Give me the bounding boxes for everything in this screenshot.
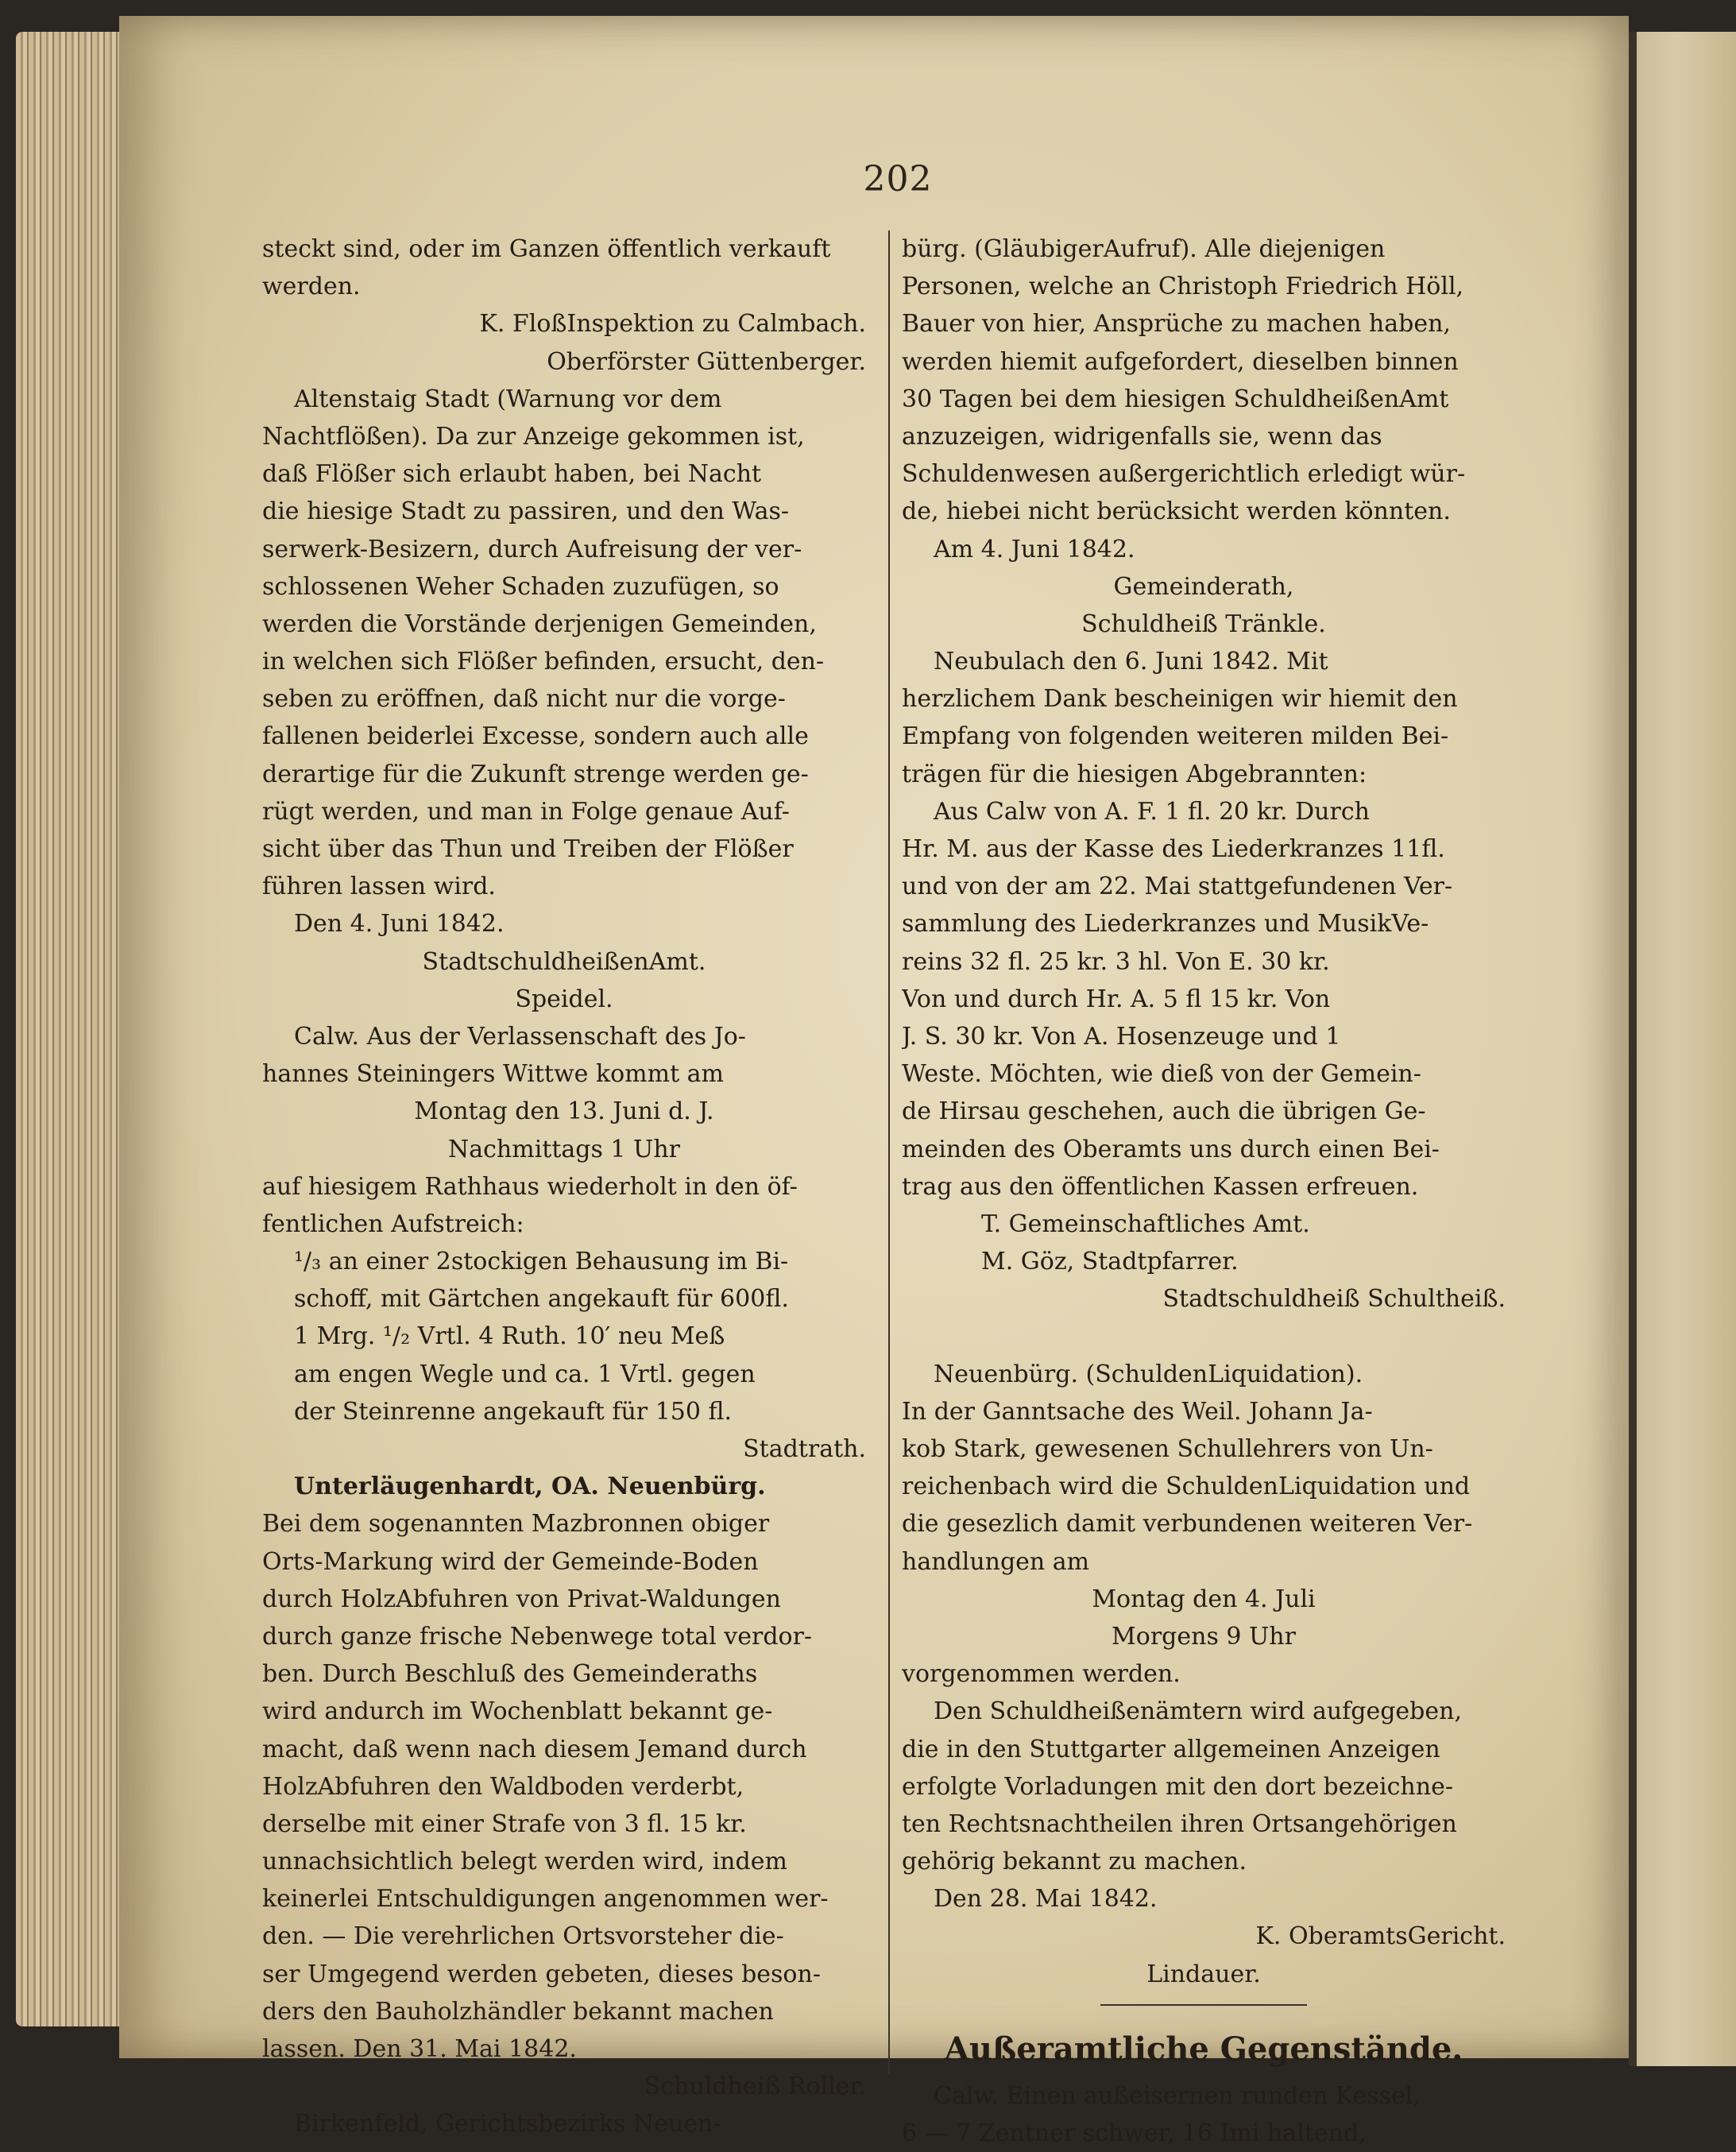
text-line: Neubulach den 6. Juni 1842. Mit xyxy=(934,648,1328,676)
text-line: gehörig bekannt zu machen. xyxy=(902,1848,1247,1876)
text-line: serwerk-Besizern, durch Aufreisung der ver- xyxy=(262,535,802,563)
text-line: Stadtschuldheiß Schultheiß. xyxy=(1162,1285,1506,1314)
text-line: Stadtrath. xyxy=(743,1435,866,1463)
text-line: Weste. Möchten, wie dieß von der Gemein- xyxy=(902,1060,1421,1089)
text-line: Den 4. Juni 1842. xyxy=(294,910,505,939)
text-line: Gemeinderath, xyxy=(1113,572,1294,601)
text-line: sammlung des Liederkranzes und MusikVe- xyxy=(902,910,1429,939)
text-line: auf hiesigem Rathhaus wiederholt in den öf- xyxy=(262,1172,798,1201)
text-line: Oberförster Güttenberger. xyxy=(547,347,866,376)
text-line: ¹/₃ an einer 2stockigen Behausung im Bi- xyxy=(294,1248,789,1276)
text-line: erfolgte Vorladungen mit den dort bezeichne- xyxy=(902,1772,1453,1801)
text-line: de Hirsau geschehen, auch die übrigen Ge- xyxy=(902,1097,1426,1126)
text-line: Am 4. Juni 1842. xyxy=(934,535,1135,563)
text-line: daß Flößer sich erlaubt haben, bei Nacht xyxy=(262,460,762,489)
text-line: Altenstaig Stadt (Warnung vor dem xyxy=(294,385,722,413)
text-line: Schuldheiß Roller. xyxy=(644,2073,866,2101)
text-line: fallenen beiderlei Excesse, sondern auch alle xyxy=(262,722,809,751)
text-line: Montag den 13. Juni d. J. xyxy=(414,1097,714,1126)
text-line: K. FloßInspektion zu Calmbach. xyxy=(479,310,866,339)
text-line: anzuzeigen, widrigenfalls sie, wenn das xyxy=(902,422,1382,451)
text-line: macht, daß wenn nach diesem Jemand durch xyxy=(262,1735,807,1763)
text-line: schoff, mit Gärtchen angekauft für 600fl. xyxy=(294,1285,789,1314)
text-line: meinden des Oberamts uns durch einen Bei- xyxy=(902,1135,1440,1163)
text-line: Nachmittags 1 Uhr xyxy=(447,1135,680,1163)
text-line: unnachsichtlich belegt werden wird, indem xyxy=(262,1848,787,1876)
left-column xyxy=(262,230,866,2143)
text-line: trag aus den öffentlichen Kassen erfreuen. xyxy=(902,1172,1419,1201)
text-line: Morgens 9 Uhr xyxy=(1112,1622,1296,1651)
text-line: bürg. (GläubigerAufruf). Alle diejenigen xyxy=(902,235,1386,263)
text-line: rügt werden, und man in Folge genaue Auf- xyxy=(262,797,790,826)
text-line: Birkenfeld, Gerichtsbezirks Neuen- xyxy=(294,2110,721,2138)
text-line: werden. xyxy=(262,273,361,301)
text-line xyxy=(902,1318,1506,1355)
text-line: 1 Mrg. ¹/₂ Vrtl. 4 Ruth. 10′ neu Meß xyxy=(294,1322,725,1351)
text-line: Montag den 4. Juli xyxy=(1092,1585,1316,1613)
right-column-body xyxy=(902,230,1506,1993)
text-line: Bauer von hier, Ansprüche zu machen haben, xyxy=(902,310,1451,339)
text-line: 30 Tagen bei dem hiesigen SchuldheißenAmt xyxy=(902,385,1449,413)
text-line: J. S. 30 kr. Von A. Hosenzeuge und 1 xyxy=(902,1022,1341,1051)
text-line: der Steinrenne angekauft für 150 fl. xyxy=(294,1397,733,1426)
text-line: steckt sind, oder im Ganzen öffentlich verkauft xyxy=(262,235,831,263)
text-line: Den Schuldheißenämtern wird aufgegeben, xyxy=(934,1697,1462,1726)
text-line: ben. Durch Beschluß des Gemeinderaths xyxy=(262,1660,758,1689)
text-line: Lindauer. xyxy=(1146,1960,1261,1988)
text-line: Bei dem sogenannten Mazbronnen obiger xyxy=(262,1510,770,1539)
text-line: führen lassen wird. xyxy=(262,873,496,901)
section-rule xyxy=(1100,2004,1307,2006)
text-line: den. — Die verehrlichen Ortsvorsteher die- xyxy=(262,1922,784,1951)
text-line: StadtschuldheißenAmt. xyxy=(422,947,706,976)
text-line: und von der am 22. Mai stattgefundenen Ver- xyxy=(902,873,1453,901)
text-line: Speidel. xyxy=(515,985,613,1013)
column-divider xyxy=(888,230,890,2074)
text-line: am engen Wegle und ca. 1 Vrtl. gegen xyxy=(294,1360,756,1388)
text-line: Schuldheiß Tränkle. xyxy=(1081,610,1326,638)
text-line: lassen. Den 31. Mai 1842. xyxy=(262,2035,577,2063)
text-line: die in den Stuttgarter allgemeinen Anzeigen xyxy=(902,1735,1440,1763)
text-line: Aus Calw von A. F. 1 fl. 20 kr. Durch xyxy=(934,797,1370,826)
text-line: werden die Vorstände derjenigen Gemeinden, xyxy=(262,610,817,638)
text-line: handlungen am xyxy=(902,1547,1090,1576)
text-line: reichenbach wird die SchuldenLiquidation und xyxy=(902,1473,1471,1501)
text-line: wird andurch im Wochenblatt bekannt ge- xyxy=(262,1697,773,1726)
text-line: seben zu eröffnen, daß nicht nur die vorge- xyxy=(262,685,786,714)
text-line: vorgenommen werden. xyxy=(902,1660,1181,1689)
text-line: Calw. Einen außeisernen runden Kessel, xyxy=(934,2081,1421,2110)
text-line: die hiesige Stadt zu passiren, und den Was- xyxy=(262,497,790,526)
right-column xyxy=(902,230,1506,2152)
text-line: T. Gemeinschaftliches Amt. xyxy=(981,1210,1310,1238)
text-line: kob Stark, gewesenen Schullehrers von Un- xyxy=(902,1435,1433,1463)
text-line: Nachtflößen). Da zur Anzeige gekommen ist, xyxy=(262,422,805,451)
facing-page-edge xyxy=(1629,32,1736,2066)
text-line: herzlichem Dank bescheinigen wir hiemit den xyxy=(902,685,1458,714)
text-line: reins 32 fl. 25 kr. 3 hl. Von E. 30 kr. xyxy=(902,947,1330,976)
text-line: Calw. Aus der Verlassenschaft des Jo- xyxy=(294,1022,746,1051)
text-line: Orts-Markung wird der Gemeinde-Boden xyxy=(262,1547,759,1576)
text-line: durch ganze frische Nebenwege total verdor- xyxy=(262,1622,813,1651)
text-line: Empfang von folgenden weiteren milden Bei- xyxy=(902,722,1449,751)
text-line: 6 — 7 Zentner schwer, 16 Imi haltend, xyxy=(902,2119,1367,2147)
text-line: Den 28. Mai 1842. xyxy=(934,1885,1158,1914)
text-line: HolzAbfuhren den Waldboden verderbt, xyxy=(262,1772,744,1801)
text-line: werden hiemit aufgefordert, dieselben binnen xyxy=(902,347,1459,376)
text-line: fentlichen Aufstreich: xyxy=(262,1210,524,1238)
text-line: Von und durch Hr. A. 5 fl 15 kr. Von xyxy=(902,985,1331,1013)
text-line: Hr. M. aus der Kasse des Liederkranzes 11fl. xyxy=(902,835,1445,863)
text-line: Schuldenwesen außergerichtlich erledigt wür- xyxy=(902,460,1466,489)
text-line: ser Umgegend werden gebeten, dieses beson- xyxy=(262,1960,821,1988)
text-line: ten Rechtsnachtheilen ihren Ortsangehörigen xyxy=(902,1809,1457,1838)
text-line: K. OberamtsGericht. xyxy=(1255,1922,1506,1951)
text-line: derartige für die Zukunft strenge werden ge- xyxy=(262,760,809,788)
text-line: hannes Steiningers Wittwe kommt am xyxy=(262,1060,725,1089)
text-line: In der Ganntsache des Weil. Johann Ja- xyxy=(902,1397,1373,1426)
text-line: de, hiebei nicht berücksicht werden könnten. xyxy=(902,497,1451,526)
text-line: M. Göz, Stadtpfarrer. xyxy=(981,1248,1239,1276)
text-line: keinerlei Entschuldigungen angenommen wer- xyxy=(262,1885,829,1914)
text-line: durch HolzAbfuhren von Privat-Waldungen xyxy=(262,1585,781,1613)
text-line: in welchen sich Flößer befinden, ersucht, den- xyxy=(262,648,825,676)
right-column-tail xyxy=(902,2077,1506,2152)
text-line: Unterläugenhardt, OA. Neuenbürg. xyxy=(294,1473,766,1501)
text-line: Neuenbürg. (SchuldenLiquidation). xyxy=(934,1360,1363,1388)
text-line: trägen für die hiesigen Abgebrannten: xyxy=(902,760,1367,788)
text-line: sicht über das Thun und Treiben der Flößer xyxy=(262,835,794,863)
section-heading: Außeramtliche Gegenstände. xyxy=(944,2030,1463,2068)
text-line: ders den Bauholzhändler bekannt machen xyxy=(262,1997,774,2026)
text-line: schlossenen Weher Schaden zuzufügen, so xyxy=(262,572,779,601)
page-number: 202 xyxy=(863,159,933,199)
text-line: Personen, welche an Christoph Friedrich Höll, xyxy=(902,273,1464,301)
text-line: derselbe mit einer Strafe von 3 fl. 15 kr. xyxy=(262,1809,747,1838)
text-line: die gesezlich damit verbundenen weiteren Ver- xyxy=(902,1510,1473,1539)
